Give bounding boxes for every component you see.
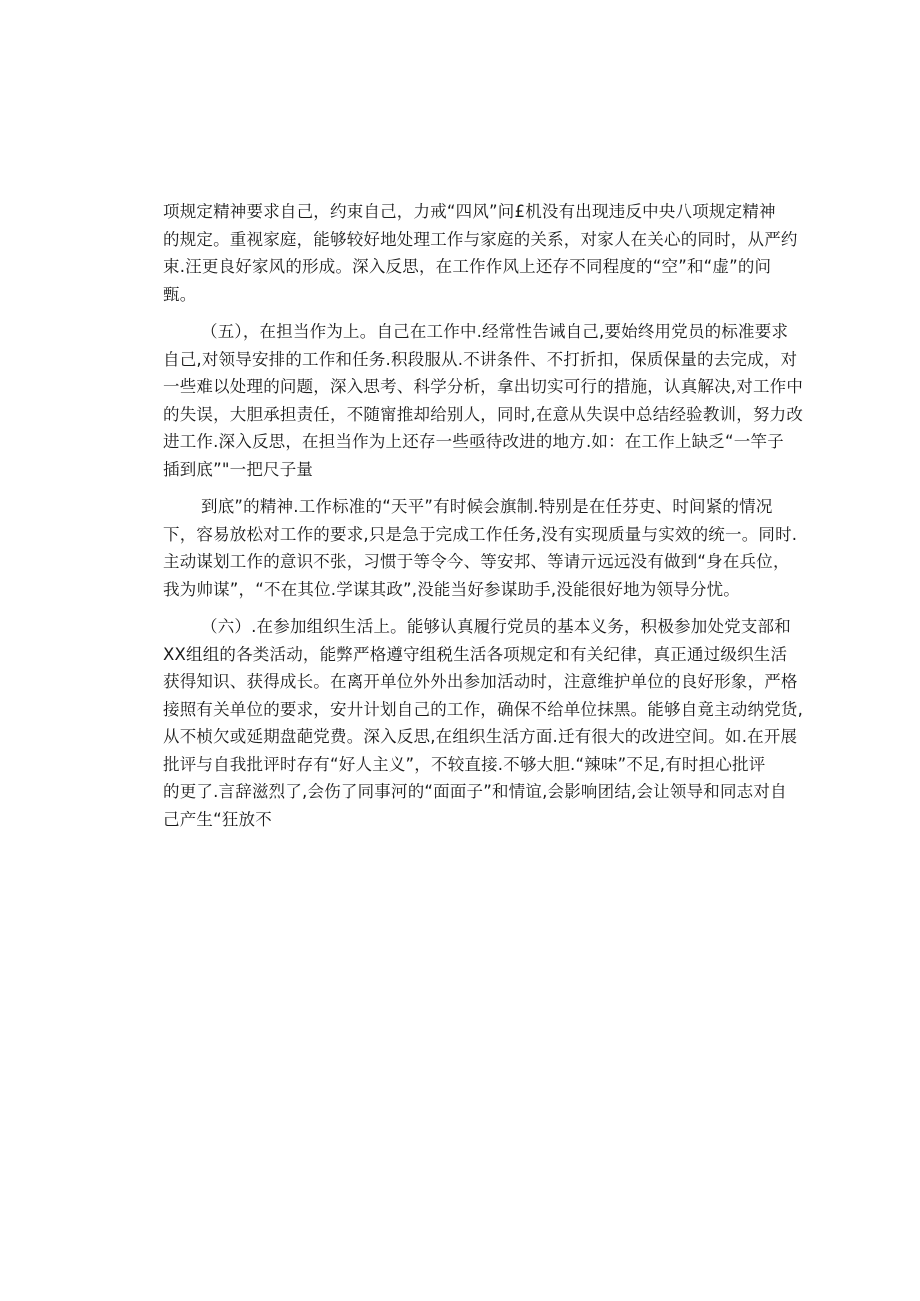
text-line: 主动谋划工作的意识不张，习惯于等令今、等安邦、等请亓远远没有做到“身在兵位，: [163, 552, 790, 571]
text-line: 下，容易放松对工作的要求,只是急于完成工作任务,没有实现质量与实效的统一。同时.: [163, 524, 798, 544]
text-line: 项规定精神要求自己，约束自己，力戒“四风”问£机没有出现违反中央八项规定精神: [163, 202, 776, 221]
text-line: 接照有关单位的要求，安廾计划自己的工作，确保不给单位抹黑。能够自竟主动纳党货,: [163, 699, 804, 719]
text-line: 的失误，大胆承担责任，不随甯推却给别人，同时,在意从失误中总结经验教训，努力改: [163, 404, 804, 424]
paragraph-start-line: （六）.在参加组织生活上。能够认真履行党员的基本义务，积极参加处党支部和: [201, 617, 791, 636]
text-line: 己产生“狂放不: [163, 809, 272, 829]
text-line: 批评与自我批评时存有“好人主义”，不较直接.不够大胆.“辣味”不足,有时担心批评: [163, 754, 766, 774]
text-line: 获得知识、获得成长。在离开单位外外出参加活动时，注意维护单位的良好形象，严格: [163, 672, 798, 691]
paragraph-start-line: 到底”的精神.工作标准的“天平”有时候会旗制.特别是在任芬吏、时间紧的情况: [201, 497, 773, 516]
text-line: 一些难以处理的问题，深入思考、科学分析，拿出切实可行的措施，认真解决,对工作中: [163, 377, 804, 396]
text-line: 束.汪更良好家风的形成。深入反思，在工作作风上还存不同程度的“空”和“虚”的问: [163, 257, 772, 276]
text-line: 插到底”"一把尺子量: [163, 459, 314, 479]
text-line: 进工作.深入反思，在担当作为上还存一些亟待改进的地方.如：在工作上缺乏“一竿子: [163, 432, 784, 451]
text-line: 的规定。重视家庭，能够较好地处理工作与家庭的关系，对家人在关心的同时，从严约: [163, 229, 798, 249]
text-line: 从不桢欠或延期盘葩党费。深入反思,在组织生活方面.迁有很大的改进空间。如.在开展: [163, 727, 798, 746]
text-line: 我为帅谋”，“不在其位.学谋其政”,没能当好参谋助手,没能很好地为领导分忧。: [163, 579, 740, 599]
text-line: XX组组的各类活动，能弊严格遵守组税生活各项规定和有关纪律，真正通过级织生活: [163, 644, 788, 664]
document-body: [163, 198, 804, 833]
text-line: 的更了.言辞滋烈了,会伤了同事河的“面面子”和情谊,会影响团结,会让领导和同志对自: [163, 782, 787, 801]
paragraph-start-line: （五），在担当作为上。自己在工作中.经常性告诫自己,要始终用党员的标准要求: [201, 322, 789, 341]
text-line: 甄。: [163, 284, 197, 304]
text-line: 自己,对领导安排的工作和任务.积段服从.不讲条件、不打折扣，保质保量的去完成，对: [163, 349, 798, 369]
